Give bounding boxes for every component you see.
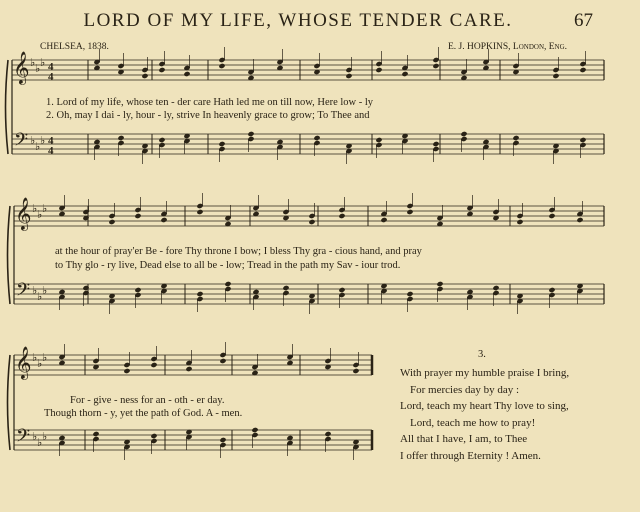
bass-clef-icon: 𝄢 xyxy=(16,426,31,451)
system2-lyric-line2: to Thy glo - ry live, Dead else to all be - low; Tread in the path my Sav - iour trod. xyxy=(55,260,401,271)
key-flat-icon: ♭ xyxy=(35,140,41,153)
note-head xyxy=(352,368,359,374)
note-head xyxy=(108,219,115,225)
note-head xyxy=(338,213,345,219)
note-head xyxy=(224,281,231,287)
note-head xyxy=(158,137,165,143)
key-flat-icon: ♭ xyxy=(42,202,48,215)
note-head xyxy=(134,287,141,293)
key-flat-icon: ♭ xyxy=(37,290,43,303)
tune-name: CHELSEA, 1838. xyxy=(40,42,109,52)
system-brace xyxy=(8,355,11,450)
time-signature: 4 xyxy=(48,135,54,147)
note-head xyxy=(219,358,226,364)
note-head xyxy=(401,71,408,77)
note-head xyxy=(380,217,387,223)
note-head xyxy=(436,281,443,287)
time-signature: 4 xyxy=(48,61,54,73)
note-head xyxy=(460,131,467,137)
key-flat-icon: ♭ xyxy=(42,351,48,364)
system1-lyric-line1: 1. Lord of my life, whose ten - der care Hath led me on till now, Here low - ly xyxy=(46,97,374,108)
page-number: 67 xyxy=(574,10,593,31)
system3-lyric-line1: For - give - ness for an - oth - er day. xyxy=(70,395,225,406)
note-head xyxy=(183,71,190,77)
key-flat-icon: ♭ xyxy=(32,351,38,364)
note-head xyxy=(338,287,345,293)
note-head xyxy=(406,291,413,297)
note-head xyxy=(123,368,130,374)
key-flat-icon: ♭ xyxy=(32,430,38,443)
note-head xyxy=(516,219,523,225)
note-head xyxy=(313,135,320,141)
key-flat-icon: ♭ xyxy=(35,62,41,75)
note-head xyxy=(432,63,439,69)
note-head xyxy=(324,431,331,437)
note-head xyxy=(579,67,586,73)
note-head xyxy=(218,141,225,147)
note-head xyxy=(512,135,519,141)
verse3-text xyxy=(400,365,569,464)
key-flat-icon: ♭ xyxy=(42,430,48,443)
note-head xyxy=(160,217,167,223)
verse3-line: With prayer my humble praise I bring, xyxy=(400,367,570,379)
time-signature: 4 xyxy=(48,71,54,83)
note-head xyxy=(185,366,192,372)
note-head xyxy=(406,209,413,215)
note-head xyxy=(548,213,555,219)
key-flat-icon: ♭ xyxy=(32,202,38,215)
note-head xyxy=(345,73,352,79)
system-brace xyxy=(8,206,11,304)
note-head xyxy=(576,217,583,223)
system1-lyric-line2: 2. Oh, may I dai - ly, hour - ly, strive In heavenly grace to grow; To Thee and xyxy=(46,110,370,121)
bass-clef-icon: 𝄢 xyxy=(16,280,31,305)
verse3-line: I offer through Eternity ! Amen. xyxy=(400,449,541,462)
note-head xyxy=(196,209,203,215)
note-head xyxy=(117,135,124,141)
note-head xyxy=(375,67,382,73)
bass-clef-icon: 𝄢 xyxy=(14,130,29,155)
key-flat-icon: ♭ xyxy=(32,284,38,297)
verse3-line: All that I have, I am, to Thee xyxy=(400,433,528,445)
note-head xyxy=(432,141,439,147)
note-head xyxy=(219,437,226,443)
treble-clef-icon: 𝄞 xyxy=(15,197,32,230)
key-flat-icon: ♭ xyxy=(30,134,36,147)
key-flat-icon: ♭ xyxy=(30,56,36,69)
note-head xyxy=(548,287,555,293)
hymn-title: LORD OF MY LIFE, WHOSE TENDER CARE. xyxy=(83,10,513,31)
note-head xyxy=(375,137,382,143)
note-head xyxy=(158,67,165,73)
note-head xyxy=(150,362,157,368)
composer-credit: E. J. HOPKINS, London, Eng. xyxy=(448,42,568,52)
note-head xyxy=(251,427,258,433)
system-brace xyxy=(6,60,9,154)
note-head xyxy=(141,73,148,79)
key-flat-icon: ♭ xyxy=(37,357,43,370)
time-signature: 4 xyxy=(48,145,54,157)
key-flat-icon: ♭ xyxy=(40,56,46,69)
note-head xyxy=(134,213,141,219)
note-head xyxy=(150,433,157,439)
verse3-line: For mercies day by day : xyxy=(410,383,520,396)
note-head xyxy=(82,285,89,291)
key-flat-icon: ♭ xyxy=(37,436,43,449)
note-head xyxy=(196,291,203,297)
verse3-number: 3. xyxy=(478,349,486,360)
note-head xyxy=(247,131,254,137)
note-head xyxy=(579,137,586,143)
key-flat-icon: ♭ xyxy=(37,208,43,221)
verse3-line: Lord, teach my heart Thy love to sing, xyxy=(400,400,569,412)
note-head xyxy=(492,285,499,291)
note-head xyxy=(282,285,289,291)
key-flat-icon: ♭ xyxy=(40,134,46,147)
note-head xyxy=(308,219,315,225)
note-head xyxy=(552,73,559,79)
note-head xyxy=(218,63,225,69)
treble-clef-icon: 𝄞 xyxy=(13,51,30,84)
verse3-line: Lord, teach me how to pray! xyxy=(410,416,536,429)
system3-lyric-line2: Though thorn - y, yet the path of God. A - men. xyxy=(44,408,243,419)
note-head xyxy=(92,431,99,437)
treble-clef-icon: 𝄞 xyxy=(15,346,32,379)
key-flat-icon: ♭ xyxy=(42,284,48,297)
system2-lyric-line1: at the hour of pray'er Be - fore Thy throne I bow; I bless Thy gra - cious hand, and pray xyxy=(55,246,422,257)
